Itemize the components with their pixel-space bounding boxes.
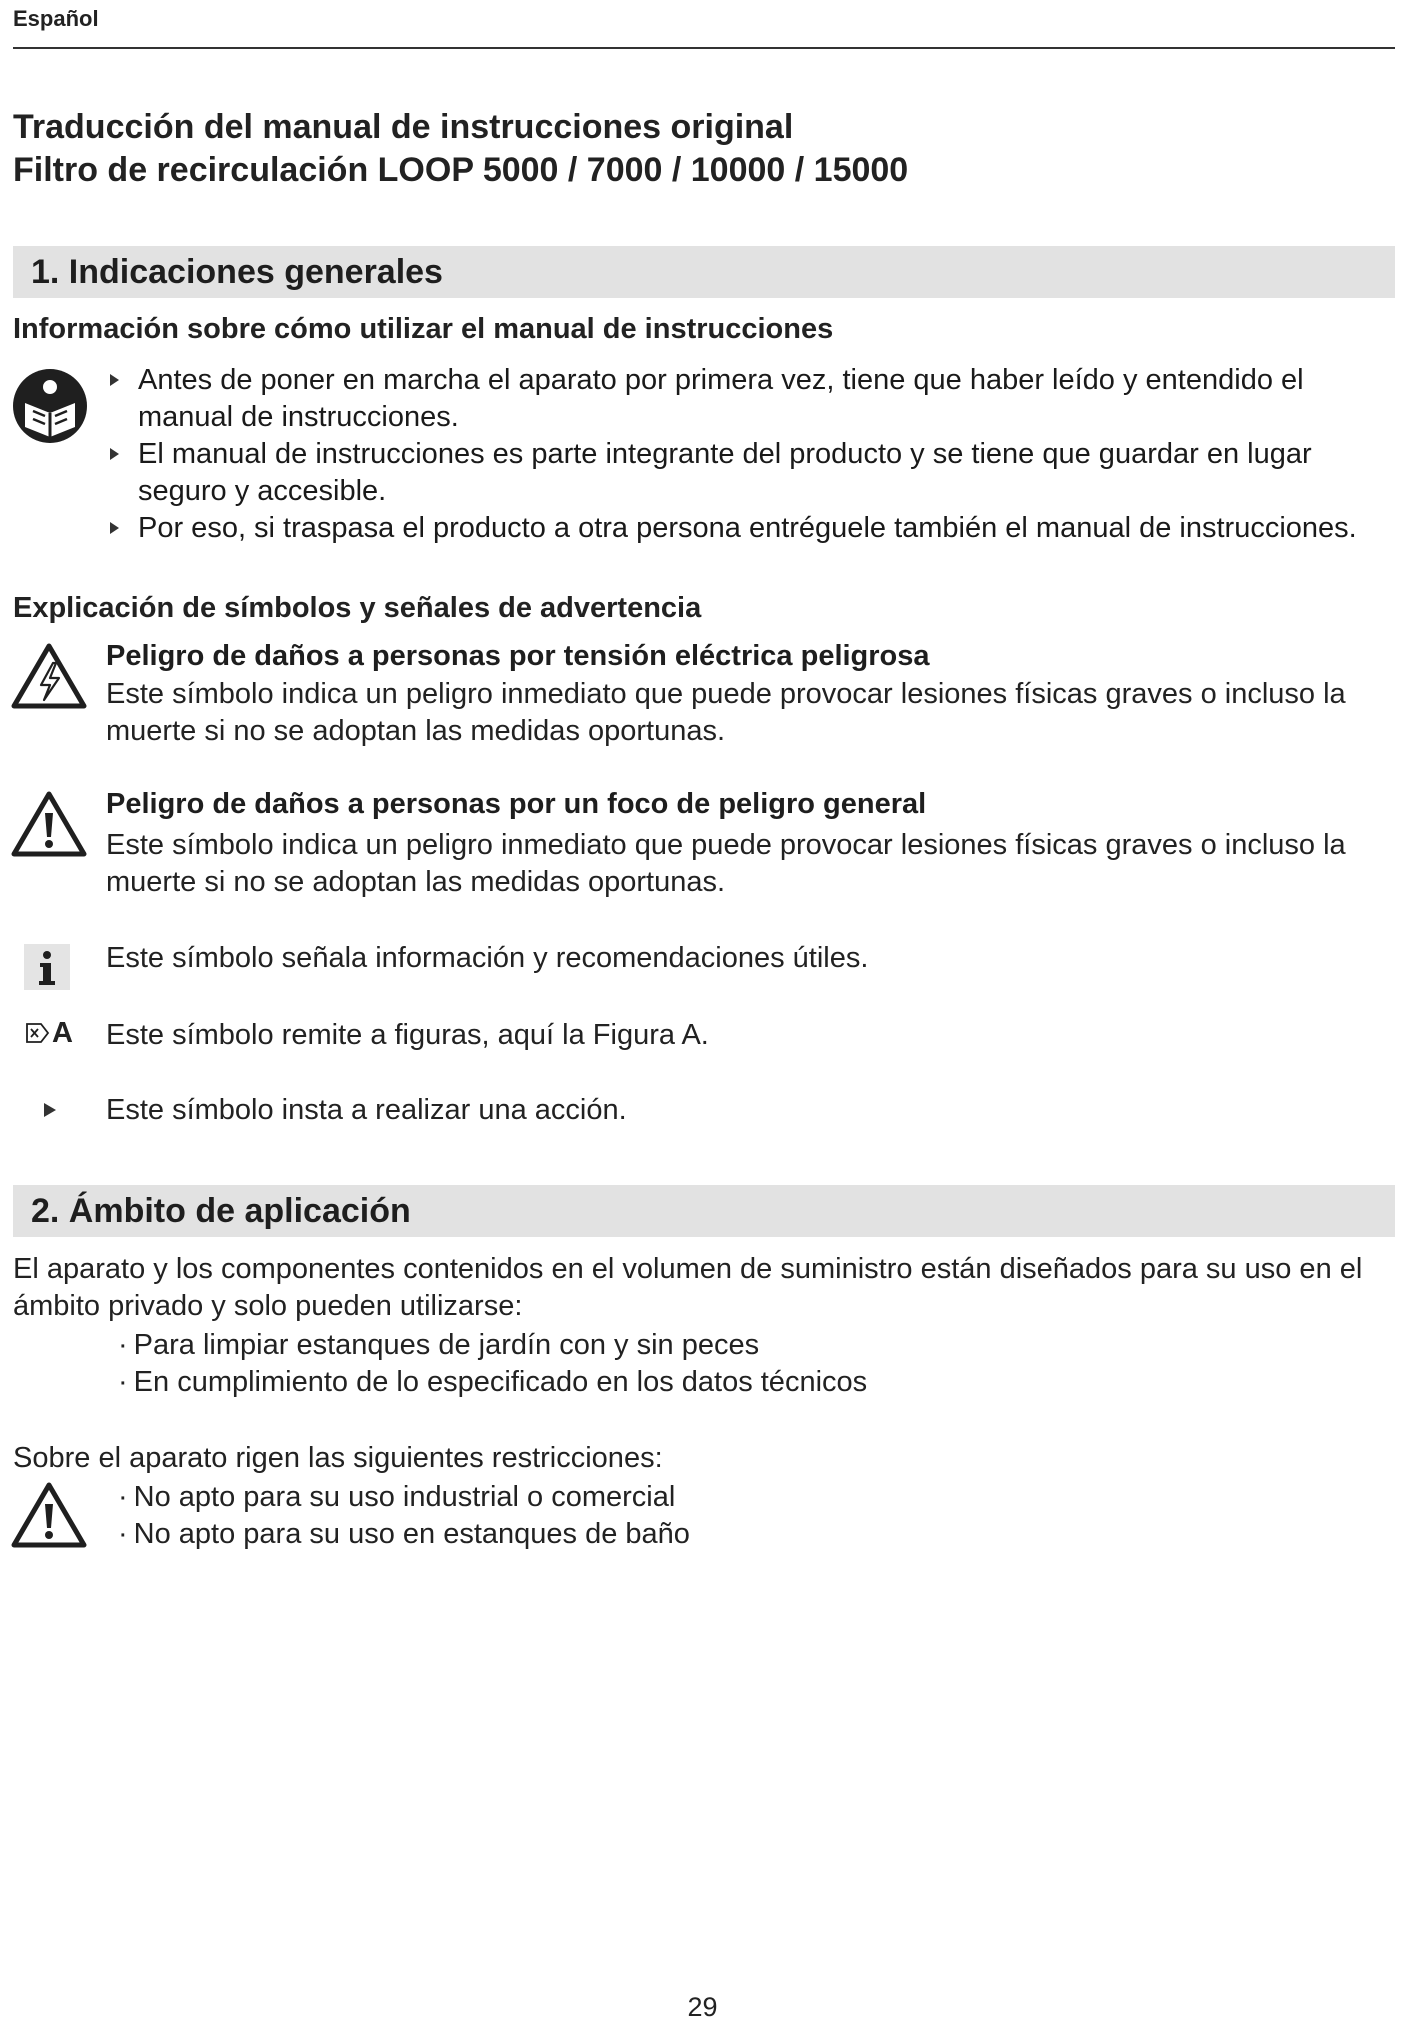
- application-intro: El aparato y los componentes contenidos en el volumen de suministro están diseñados para su uso en el ámbito privado y solo pueden utilizarse:: [13, 1253, 1363, 1322]
- general-hazard-icon: [11, 791, 87, 857]
- electric-hazard-icon: [11, 643, 87, 709]
- section-1-heading: 1. Indicaciones generales: [31, 253, 443, 291]
- document-title: [13, 106, 908, 192]
- list-item: · Para limpiar estanques de jardín con y sin peces: [118, 1327, 867, 1364]
- action-arrow-icon: [110, 522, 119, 534]
- general-warning-title: Peligro de daños a personas por un foco de peligro general: [106, 788, 927, 820]
- section-2-heading: 2. Ámbito de aplicación: [31, 1192, 411, 1230]
- page-number: 29: [687, 1992, 718, 2022]
- figure-reference-label: A: [52, 1017, 73, 1049]
- general-hazard-icon: [11, 1482, 87, 1548]
- restrictions-list: [118, 1479, 690, 1553]
- header-divider: [13, 47, 1395, 49]
- language-label: Español: [13, 6, 99, 31]
- application-uses-list: [118, 1327, 867, 1401]
- general-warning-body: Este símbolo indica un peligro inmediato que puede provocar lesiones físicas graves o incluso la muerte si no se adoptan las medidas oportunas.: [106, 829, 1346, 898]
- manual-usage-subheading: Información sobre cómo utilizar el manual de instrucciones: [13, 313, 834, 345]
- electric-warning-body: Este símbolo indica un peligro inmediato que puede provocar lesiones físicas graves o incluso la muerte si no se adoptan las medidas oportunas.: [106, 678, 1346, 747]
- manual-usage-list: [108, 362, 1388, 547]
- list-item: · No apto para su uso en estanques de baño: [118, 1516, 690, 1553]
- read-manual-icon: [11, 367, 89, 445]
- figure-reference-icon: [26, 1022, 50, 1044]
- restrictions-intro: Sobre el aparato rigen las siguientes restricciones:: [13, 1442, 663, 1474]
- symbols-subheading: Explicación de símbolos y señales de advertencia: [13, 592, 702, 624]
- action-arrow-icon: [110, 448, 119, 460]
- title-line-2: Filtro de recirculación LOOP 5000 / 7000 / 10000 / 15000: [13, 151, 909, 189]
- info-icon: [24, 944, 70, 990]
- action-symbol-text: Este símbolo insta a realizar una acción.: [106, 1094, 627, 1126]
- section-2-header: [13, 1185, 1395, 1237]
- info-symbol-text: Este símbolo señala información y recomendaciones útiles.: [106, 942, 869, 974]
- section-1-header: [13, 246, 1395, 298]
- figure-symbol-text: Este símbolo remite a figuras, aquí la Figura A.: [106, 1019, 709, 1051]
- list-item: El manual de instrucciones es parte integrante del producto y se tiene que guardar en lugar seguro y accesible.: [108, 436, 1388, 510]
- action-arrow-icon: [43, 1102, 57, 1118]
- list-item: Antes de poner en marcha el aparato por primera vez, tiene que haber leído y entendido el manual de instrucciones.: [108, 362, 1388, 436]
- action-arrow-icon: [110, 374, 119, 386]
- list-item: · No apto para su uso industrial o comercial: [118, 1479, 690, 1516]
- list-item: · En cumplimiento de lo especificado en los datos técnicos: [118, 1364, 867, 1401]
- list-item: Por eso, si traspasa el producto a otra persona entréguele también el manual de instrucciones.: [108, 510, 1388, 547]
- electric-warning-title: Peligro de daños a personas por tensión eléctrica peligrosa: [106, 640, 930, 672]
- title-line-1: Traducción del manual de instrucciones original: [13, 108, 794, 146]
